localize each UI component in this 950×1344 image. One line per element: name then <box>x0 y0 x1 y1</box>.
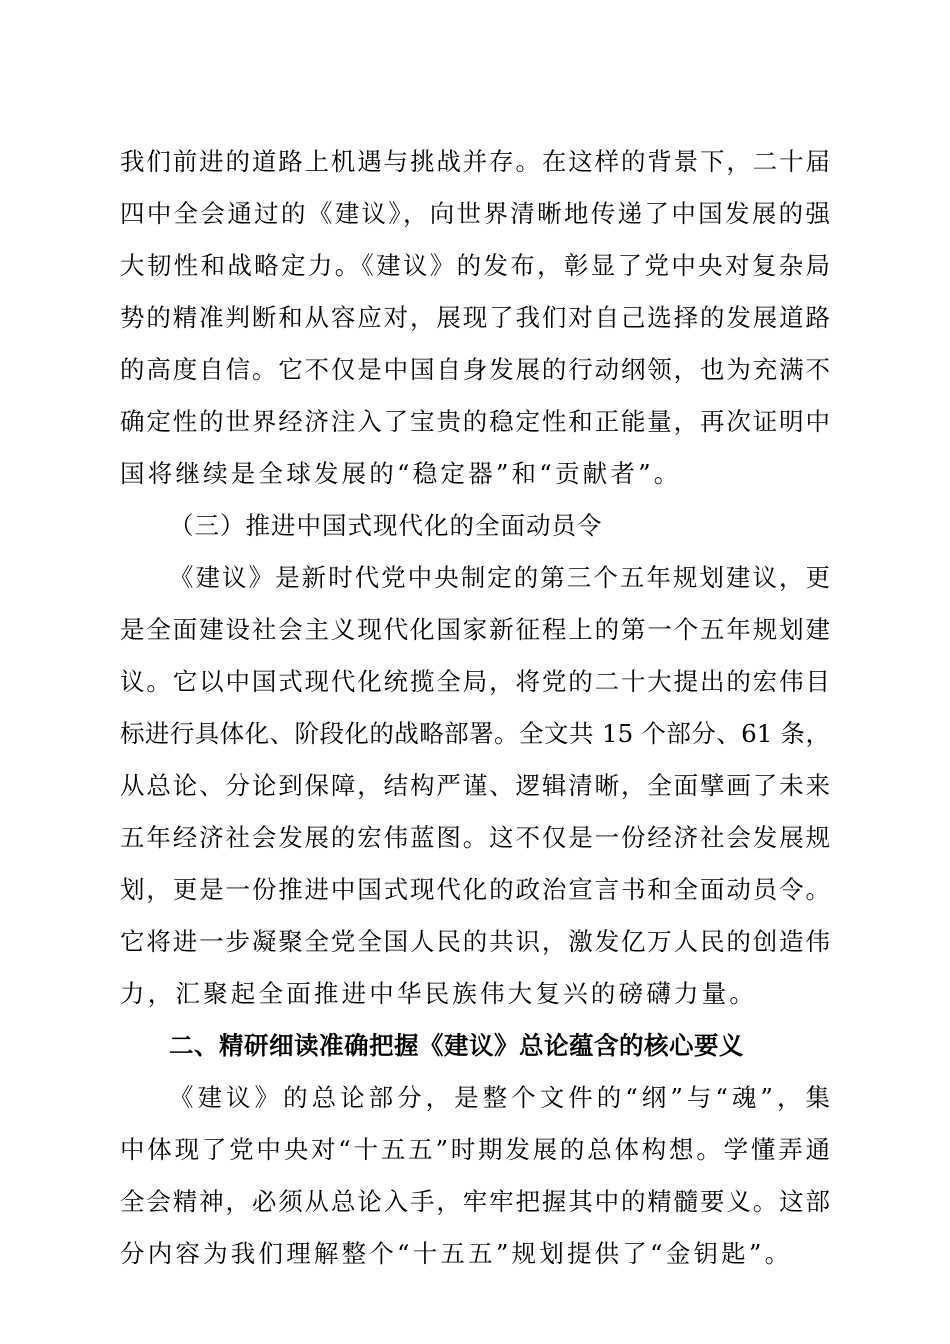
text-line: 议。它以中国式现代化统揽全局，将党的二十大提出的宏伟目 <box>120 667 830 696</box>
text-line: 从总论、分论到保障，结构严谨、逻辑清晰，全面擘画了未来 <box>120 771 830 800</box>
subheading-section-3: （三）推进中国式现代化的全面动员令 <box>169 511 603 540</box>
text-line: 力，汇聚起全面推进中华民族伟大复兴的磅礴力量。 <box>120 979 758 1008</box>
text-line: 全会精神，必须从总论入手，牢牢把握其中的精髓要义。这部 <box>120 1187 830 1216</box>
text-line: 《建议》是新时代党中央制定的第三个五年规划建议，更 <box>169 563 830 592</box>
section-heading-2: 二、精研细读准确把握《建议》总论蕴含的核心要义 <box>169 1031 744 1060</box>
text-line: 《建议》的总论部分，是整个文件的“纲”与“魂”，集 <box>169 1083 830 1112</box>
text-line: 分内容为我们理解整个“十五五”规划提供了“金钥匙”。 <box>120 1239 793 1268</box>
text-line: 是全面建设社会主义现代化国家新征程上的第一个五年规划建 <box>120 615 830 644</box>
text-line: 四中全会通过的《建议》，向世界清晰地传递了中国发展的强 <box>120 199 830 228</box>
text-line: 势的精准判断和从容应对，展现了我们对自己选择的发展道路 <box>120 303 830 332</box>
text-line: 划，更是一份推进中国式现代化的政治宣言书和全面动员令。 <box>120 875 830 904</box>
text-line: 五年经济社会发展的宏伟蓝图。这不仅是一份经济社会发展规 <box>120 823 830 852</box>
text-line: 的高度自信。它不仅是中国自身发展的行动纲领，也为充满不 <box>120 355 830 384</box>
text-line: 标进行具体化、阶段化的战略部署。全文共 15 个部分、61 条， <box>120 719 830 748</box>
text-line: 它将进一步凝聚全党全国人民的共识，激发亿万人民的创造伟 <box>120 927 830 956</box>
text-line: 我们前进的道路上机遇与挑战并存。在这样的背景下，二十届 <box>120 147 830 176</box>
text-line: 大韧性和战略定力。《建议》的发布，彰显了党中央对复杂局 <box>120 251 830 280</box>
text-line: 中体现了党中央对“十五五”时期发展的总体构想。学懂弄通 <box>120 1135 830 1164</box>
text-line: 确定性的世界经济注入了宝贵的稳定性和正能量，再次证明中 <box>120 407 830 436</box>
text-line: 国将继续是全球发展的“稳定器”和“贡献者”。 <box>120 459 682 488</box>
